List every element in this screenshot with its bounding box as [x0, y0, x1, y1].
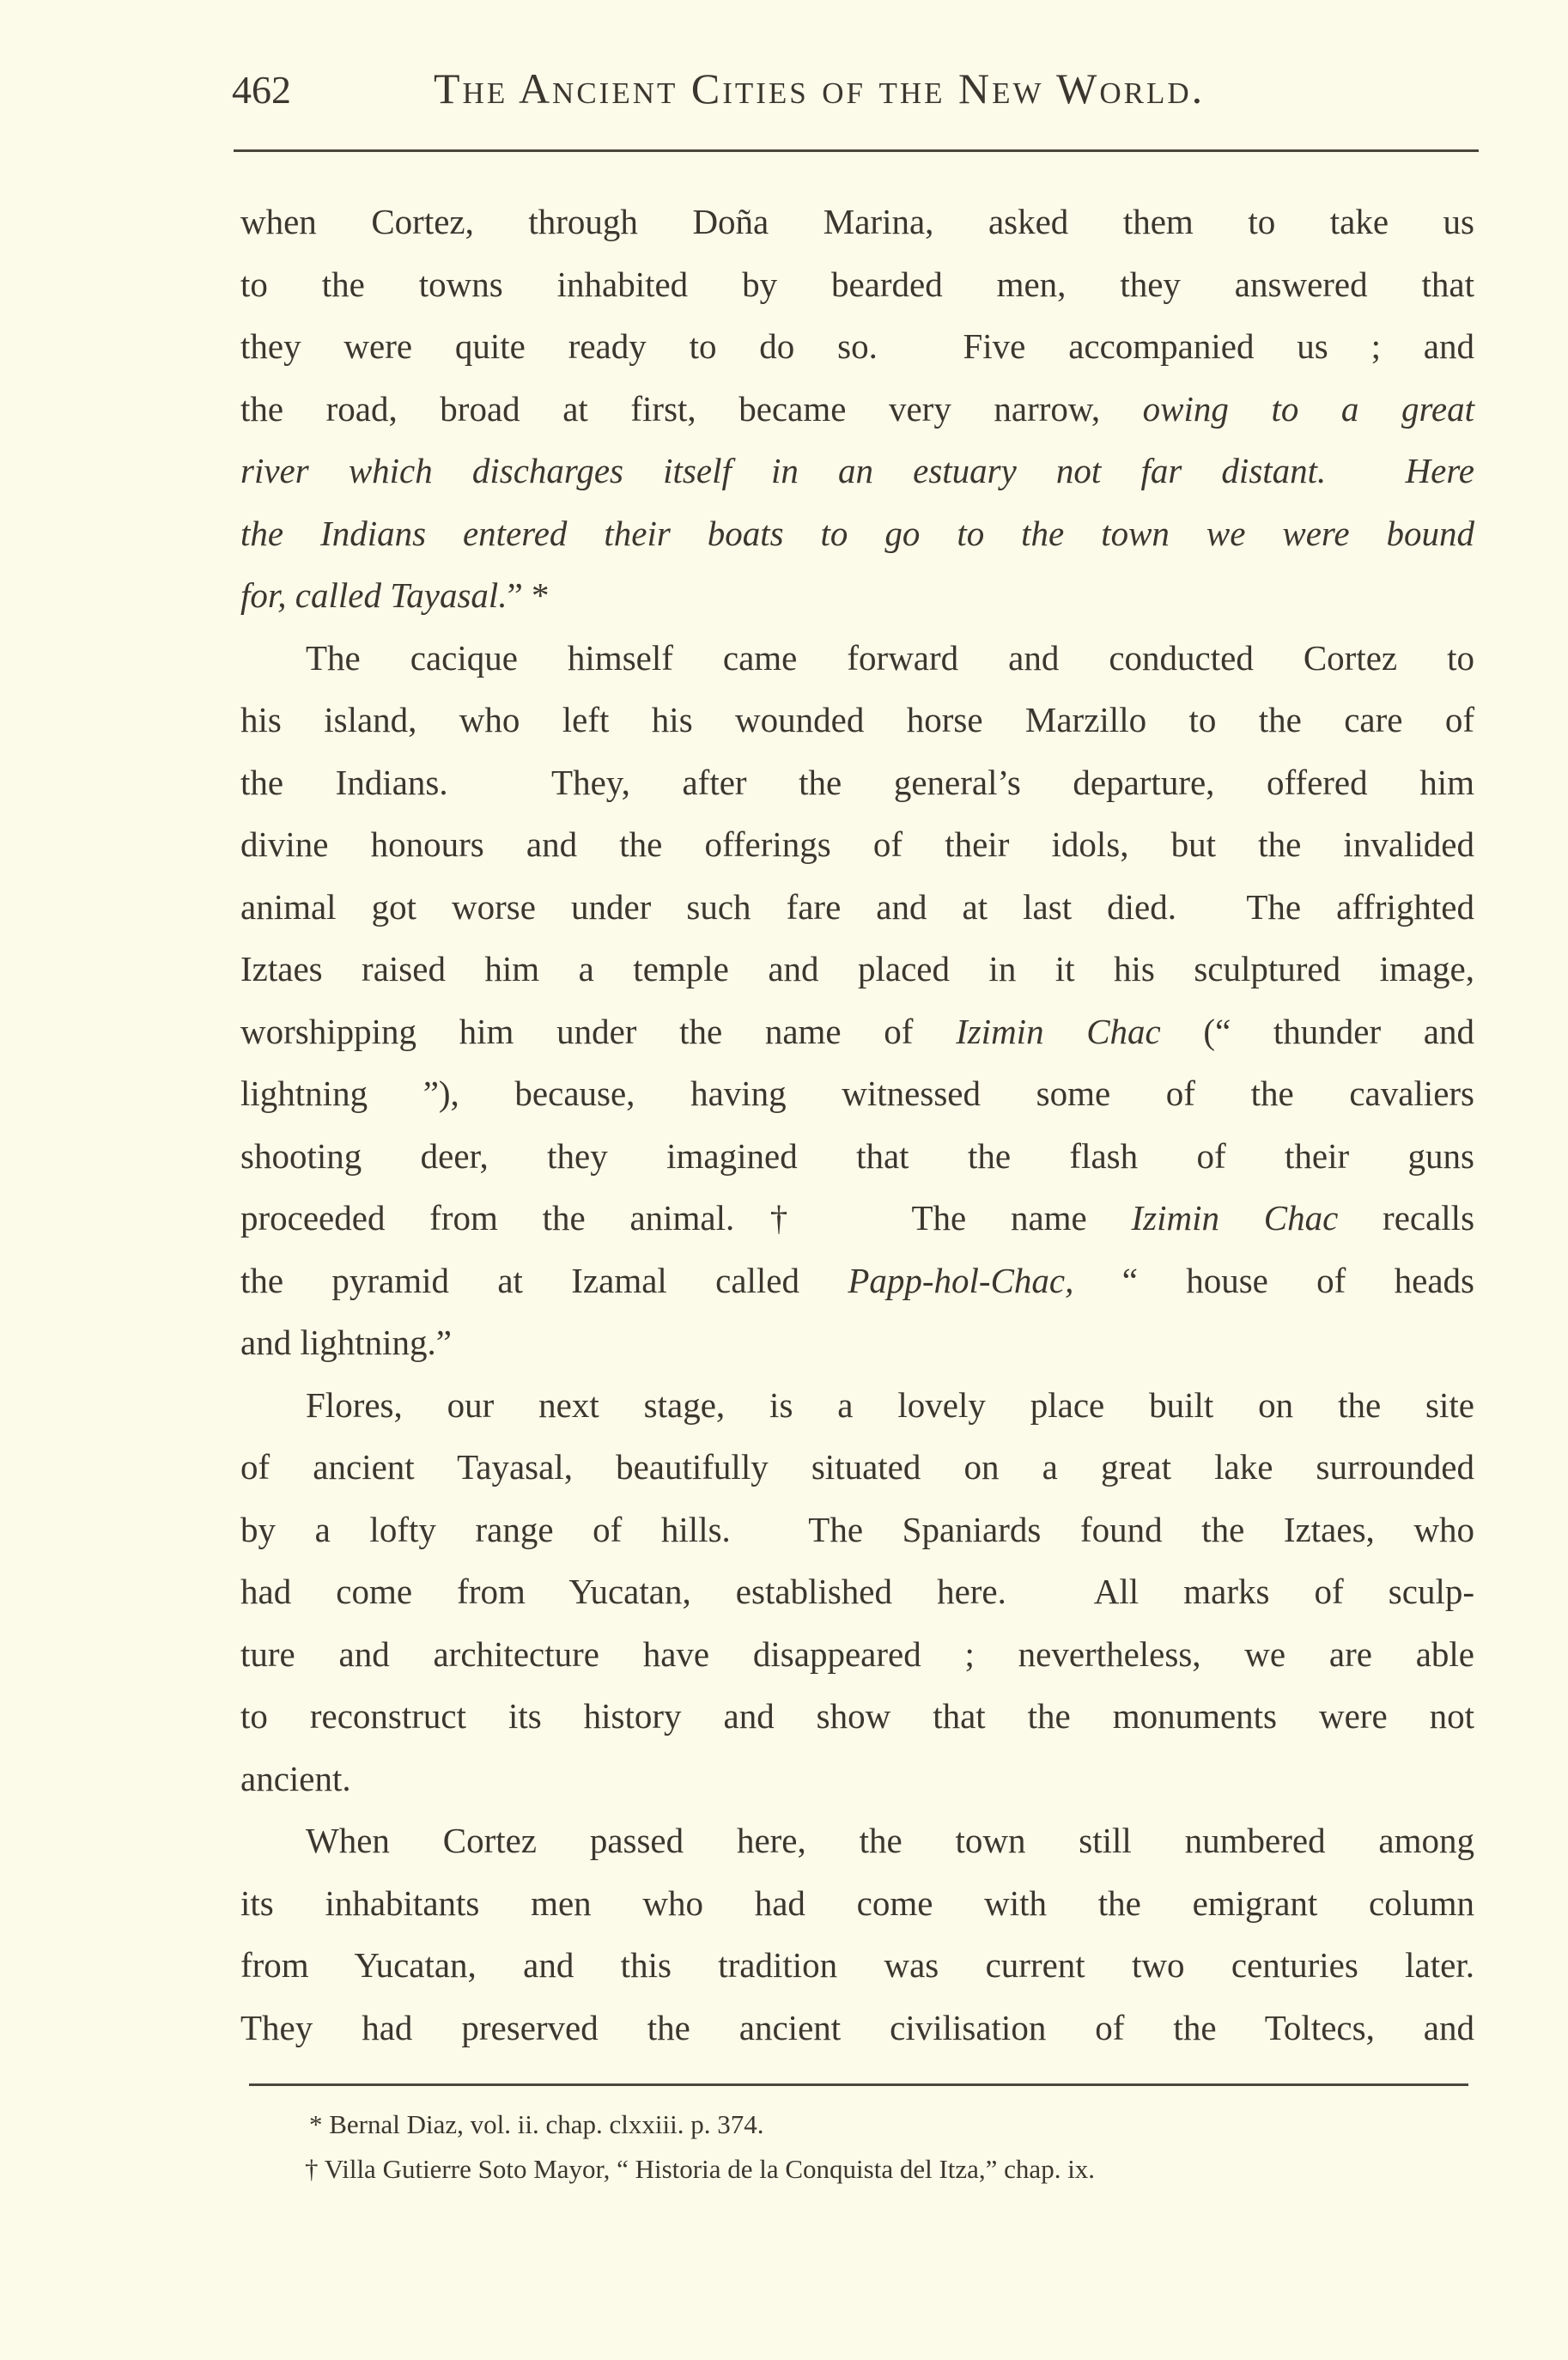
text-line	[240, 502, 1474, 565]
text-segment: ture and architecture have disappeared ; nevertheless, we are able	[240, 1633, 1474, 1674]
text-line	[240, 315, 1474, 378]
text-line	[240, 1997, 1474, 2059]
text-line	[240, 1685, 1474, 1748]
italic-text: for, called Tayasal.	[240, 575, 507, 615]
text-segment: The cacique himself came forward and conducted Cortez to	[306, 637, 1474, 678]
text-line	[240, 1374, 1474, 1437]
italic-text: the Indians entered their boats to go to the town we were bound	[240, 513, 1474, 553]
text-segment: (“ thunder and	[1160, 1011, 1475, 1051]
text-segment: the Indians. They, after the general’s departure, offered him	[240, 762, 1474, 802]
text-segment: the pyramid at Izamal called	[240, 1260, 848, 1300]
text-segment: to the towns inhabited by bearded men, they answered that	[240, 264, 1474, 304]
text-line	[240, 876, 1474, 939]
text-segment: from Yucatan, and this tradition was current two centuries later.	[240, 1945, 1474, 1985]
text-line	[240, 1436, 1474, 1499]
text-line	[240, 1125, 1474, 1188]
text-segment: lightning ”), because, having witnessed some of the cavaliers	[240, 1074, 1474, 1113]
text-segment: proceeded from the animal.† The name	[240, 1198, 1132, 1238]
italic-text: river which discharges itself in an estuary not far distant. Here	[240, 451, 1474, 490]
text-segment: they were quite ready to do so. Five accompanied us ; and	[240, 326, 1474, 366]
text-segment: to reconstruct its history and show that the monuments were not	[240, 1696, 1474, 1736]
footnote-2: † Villa Gutierre Soto Mayor, “ Historia de la Conquista del Itza,” chap. ix.	[305, 2154, 1096, 2184]
running-title: The Ancient Cities of the New World.	[434, 64, 1206, 113]
page-number: 462	[232, 68, 291, 112]
italic-text: Papp-hol-Chac,	[848, 1260, 1074, 1300]
text-line	[240, 378, 1474, 441]
text-segment: shooting deer, they imagined that the flash of their guns	[240, 1135, 1474, 1176]
italic-text: owing to a great	[1142, 388, 1474, 429]
text-line	[240, 938, 1474, 1001]
text-segment: and lightning.”	[240, 1323, 452, 1362]
text-line	[240, 813, 1474, 876]
footnote-rule	[249, 2083, 1468, 2086]
text-segment: ” *	[507, 575, 550, 615]
text-line	[240, 1560, 1474, 1623]
text-line	[240, 751, 1474, 814]
text-line	[240, 1748, 1474, 1810]
italic-text: Izimin Chac	[1131, 1198, 1339, 1238]
text-segment: ancient.	[240, 1758, 351, 1798]
text-segment: when Cortez, through Doña Marina, asked them to take us	[240, 202, 1474, 241]
text-segment: Flores, our next stage, is a lovely place built on the site	[306, 1384, 1474, 1425]
text-line	[240, 1623, 1474, 1686]
text-line	[240, 1250, 1474, 1312]
text-line	[240, 1934, 1474, 1997]
text-segment: animal got worse under such fare and at last died. The affrighted	[240, 886, 1474, 927]
text-line	[240, 1062, 1474, 1125]
text-segment: When Cortez passed here, the town still numbered among	[306, 1821, 1474, 1860]
text-segment: They had preserved the ancient civilisation of the Toltecs, and	[240, 2007, 1474, 2047]
text-line	[240, 1001, 1474, 1063]
text-line	[240, 1187, 1474, 1250]
text-line	[240, 1499, 1474, 1561]
text-segment: his island, who left his wounded horse Marzillo to the care of	[240, 700, 1474, 739]
header-rule	[234, 149, 1479, 152]
text-line	[240, 440, 1474, 502]
text-segment: the road, broad at first, became very narrow,	[240, 388, 1143, 429]
text-line	[240, 627, 1474, 690]
text-segment: had come from Yucatan, established here. All marks of sculp-	[240, 1572, 1474, 1611]
text-segment: its inhabitants men who had come with the emigrant column	[240, 1883, 1474, 1923]
text-segment: worshipping him under the name of	[240, 1011, 957, 1051]
text-segment: Iztaes raised him a temple and placed in it his sculptured image,	[240, 949, 1474, 988]
italic-text: Izimin Chac	[956, 1011, 1161, 1051]
text-line	[240, 253, 1474, 316]
text-line	[240, 1872, 1474, 1935]
text-line	[240, 1810, 1474, 1872]
text-line	[240, 1311, 1474, 1374]
text-segment: by a lofty range of hills. The Spaniards found the Iztaes, who	[240, 1509, 1474, 1549]
text-line	[240, 689, 1474, 751]
text-line	[240, 191, 1474, 253]
text-segment: “ house of heads	[1073, 1260, 1475, 1300]
footnote-1: * Bernal Diaz, vol. ii. chap. clxxiii. p. 374.	[309, 2109, 764, 2139]
text-segment: divine honours and the offerings of their idols, but the invalided	[240, 824, 1474, 864]
text-line	[240, 564, 1474, 627]
text-segment: recalls	[1338, 1198, 1475, 1238]
text-segment: of ancient Tayasal, beautifully situated on a great lake surrounded	[240, 1447, 1474, 1487]
